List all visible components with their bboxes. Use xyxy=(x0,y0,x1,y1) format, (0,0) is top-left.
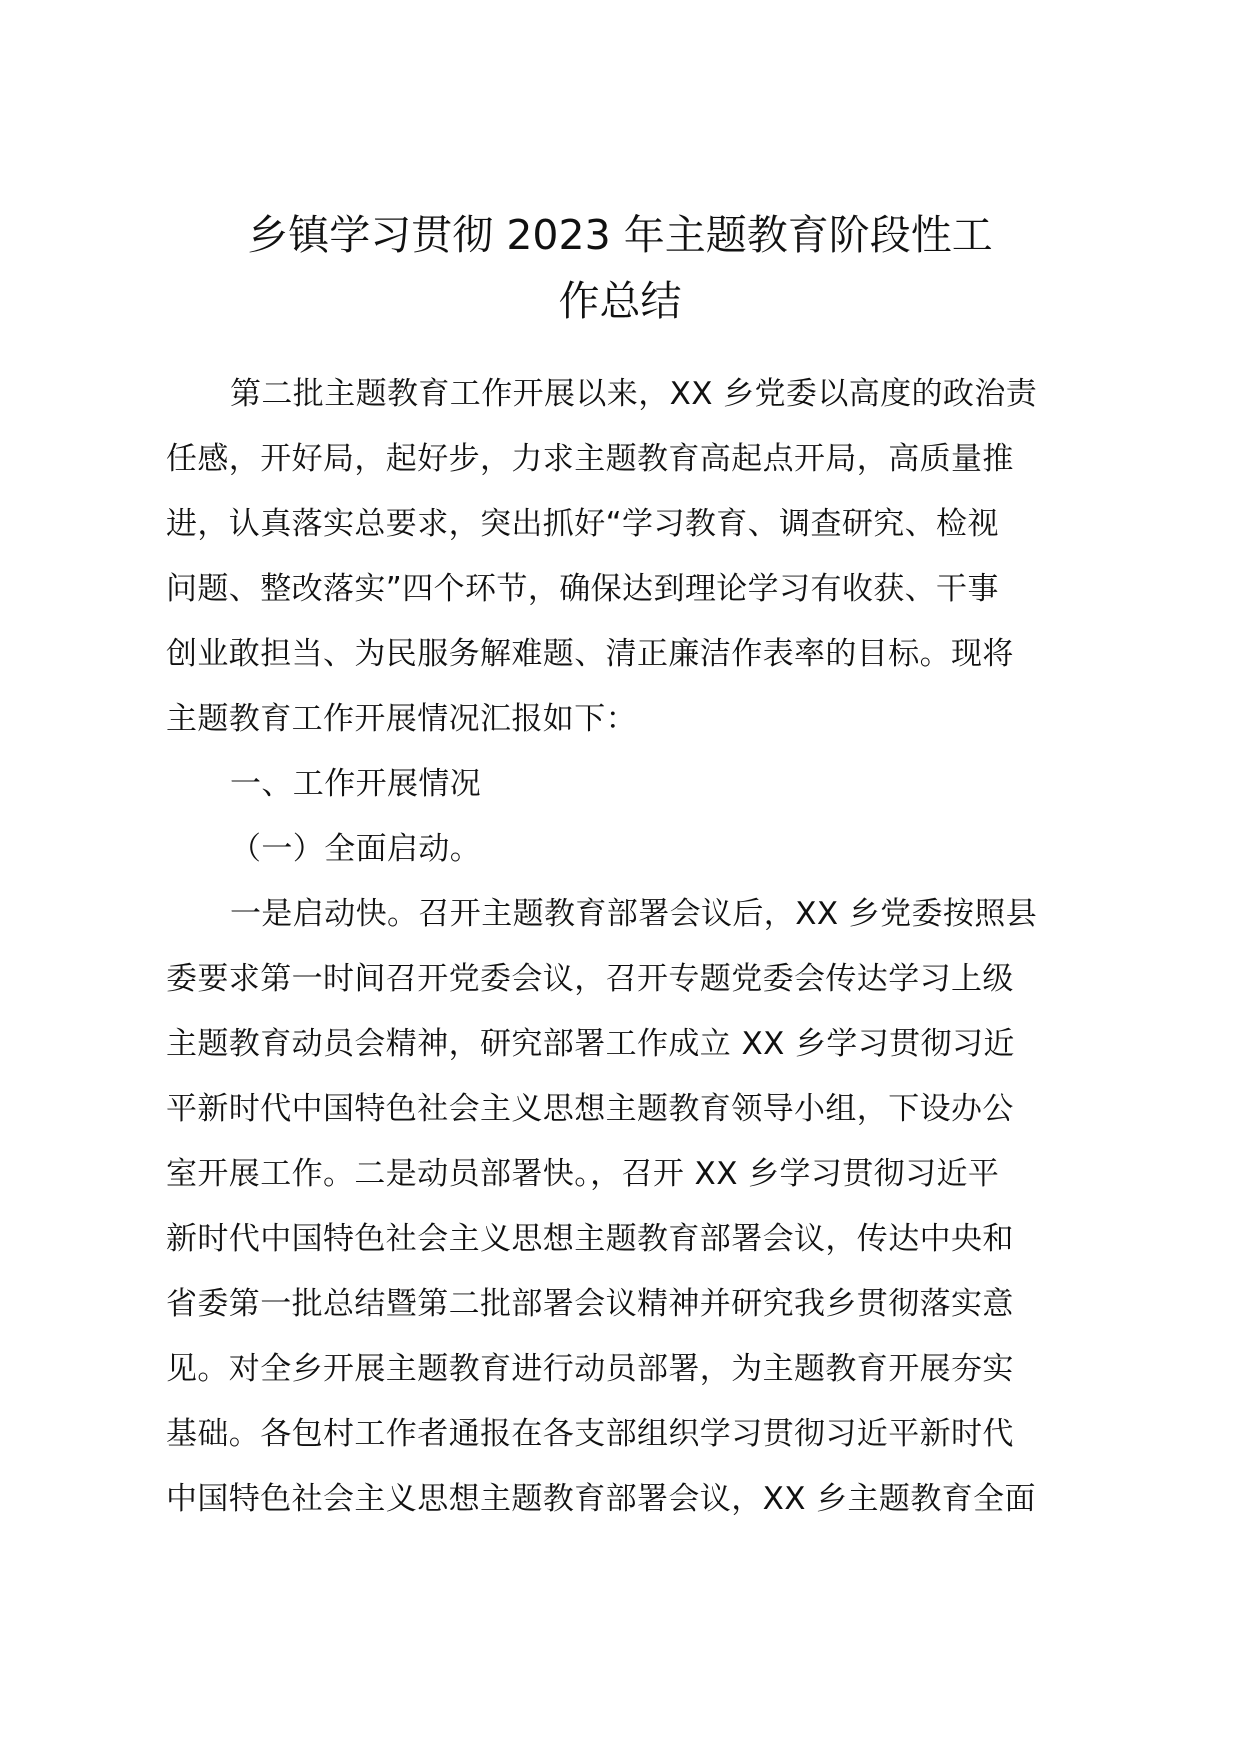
paragraph-line: 平新时代中国特色社会主义思想主题教育领导小组，下设办公 xyxy=(166,1091,1014,1127)
document-body xyxy=(166,362,1086,1532)
paragraph-line: 主题教育工作开展情况汇报如下： xyxy=(166,701,637,737)
paragraph-line: 一是启动快。召开主题教育部署会议后，XX 乡党委按照县 xyxy=(230,896,1038,932)
paragraph-line: 创业敢担当、为民服务解难题、清正廉洁作表率的目标。现将 xyxy=(166,636,1014,672)
paragraph-line: 第二批主题教育工作开展以来，XX 乡党委以高度的政治责 xyxy=(230,376,1038,412)
paragraph-line: 委要求第一时间召开党委会议，召开专题党委会传达学习上级 xyxy=(166,961,1014,997)
paragraph-line: 中国特色社会主义思想主题教育部署会议，XX 乡主题教育全面 xyxy=(166,1481,1036,1517)
paragraph-line: 省委第一批总结暨第二批部署会议精神并研究我乡贯彻落实意 xyxy=(166,1286,1014,1322)
paragraph-line: 问题、整改落实”四个环节，确保达到理论学习有收获、干事 xyxy=(166,571,999,607)
paragraph-line: 任感，开好局，起好步，力求主题教育高起点开局，高质量推 xyxy=(166,441,1014,477)
paragraph-line: 基础。各包村工作者通报在各支部组织学习贯彻习近平新时代 xyxy=(166,1416,1014,1452)
paragraph-line: 进，认真落实总要求，突出抓好“学习教育、调查研究、检视 xyxy=(166,506,999,542)
paragraph-line: 主题教育动员会精神，研究部署工作成立 XX 乡学习贯彻习近 xyxy=(166,1026,1015,1062)
title-line: 作总结 xyxy=(558,277,682,325)
title-line: 乡镇学习贯彻 2023 年主题教育阶段性工 xyxy=(247,211,993,259)
paragraph-line: 室开展工作。二是动员部署快。，召开 XX 乡学习贯彻习近平 xyxy=(166,1156,1000,1192)
section-heading: 一、工作开展情况 xyxy=(230,766,482,802)
paragraph-line: 见。对全乡开展主题教育进行动员部署，为主题教育开展夯实 xyxy=(166,1351,1014,1387)
paragraph-line: 新时代中国特色社会主义思想主题教育部署会议，传达中央和 xyxy=(166,1221,1014,1257)
subsection-heading: （一）全面启动。 xyxy=(230,831,482,867)
document-title xyxy=(166,202,1074,334)
